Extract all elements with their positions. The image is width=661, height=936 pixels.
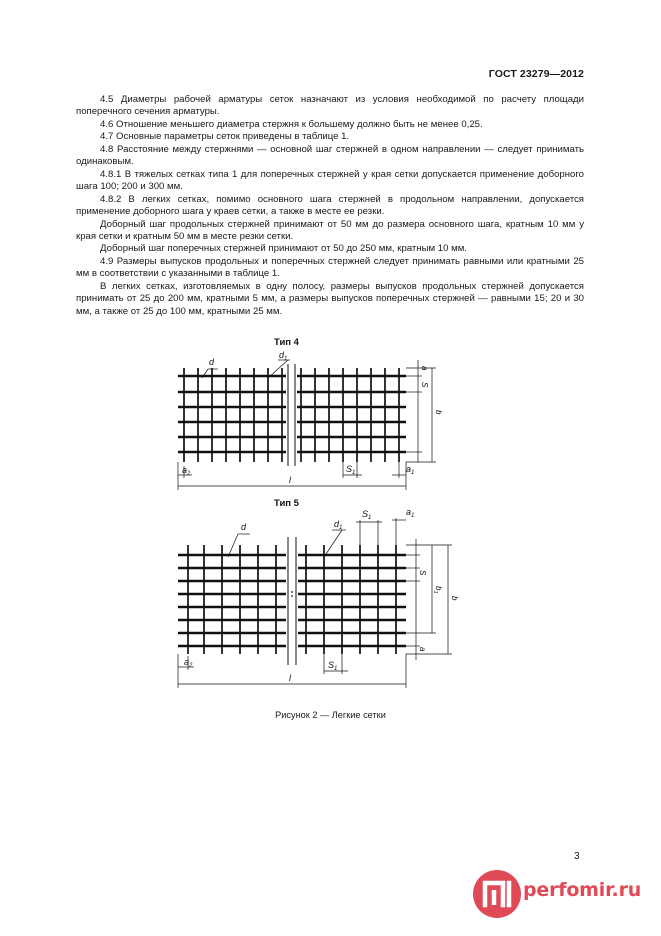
page-number: 3 [574, 851, 580, 862]
type4-label-d: d [209, 357, 215, 367]
watermark-text: perfomir.ru [523, 879, 642, 901]
watermark-logo [472, 868, 661, 920]
type4-label-s: S [420, 382, 429, 388]
paragraph: 4.6 Отношение меньшего диаметра стержня к большему должно быть не менее 0,25. [100, 118, 483, 130]
paragraph: Доборный шаг продольных стержней принимают от 50 мм до размера основного шага, кратным 10 мм у края сетки и кратным 50 мм в месте резки сетки. [76, 218, 584, 242]
figure-light-meshes [170, 334, 470, 694]
type5-right-dimensions [406, 539, 452, 660]
type4-title: Тип 4 [274, 337, 299, 348]
type5-break-mark [286, 537, 298, 665]
type5-label-b: b [450, 596, 459, 601]
paragraph: 4.7 Основные параметры сеток приведены в таблице 1. [100, 131, 350, 143]
type5-label-l: l [289, 673, 291, 683]
type4-bottom-dimensions [178, 462, 406, 490]
figure-caption: Рисунок 2 — Легкие сетки [275, 710, 386, 720]
paragraph: 4.9 Размеры выпусков продольных и поперечных стержней следует принимать равными или кратными 25 мм в соответствии с указанными в таблице 1. [76, 255, 584, 280]
standard-number: ГОСТ 23279—2012 [488, 68, 584, 80]
type5-title: Тип 5 [274, 498, 299, 509]
paragraph: 4.8.1 В тяжелых сетках типа 1 для поперечных стержней у края сетки допускается применение доборного шага 100; 200 и 300 мм. [76, 168, 584, 193]
type5-label-b1: $b_1$ [432, 586, 443, 594]
type5-label-s1-top: $S_1$ [362, 509, 372, 521]
type5-label-s: S [418, 570, 427, 576]
paragraph: 4.8 Расстояние между стержнями — основной шаг стержней в одном направлении — следует принимать одинаковым. [76, 143, 584, 168]
type5-label-s1: $S_1$ [328, 660, 338, 672]
type4-break-mark [286, 364, 297, 466]
type5-label-a2: $a_2$ [184, 657, 193, 669]
type4-label-b: b [434, 410, 443, 415]
type4-label-l: l [289, 475, 291, 485]
type4-diagram [178, 337, 443, 490]
paragraph: В легких сетках, изготовляемых в одну полосу, размеры выпусков продольных стержней допускается принимать от 25 до 200 мм, кратными 5 мм, а размеры выпусков поперечных стержней — равными 15; 20 и 30 мм, а также от 25 до 100 мм, кратными 25 мм. [76, 280, 584, 317]
perfomir-logo-icon [472, 868, 522, 920]
paragraph: Доборный шаг поперечных стержней принимают от 50 до 250 мм, кратным 10 мм. [100, 243, 467, 255]
type5-label-d: d [241, 522, 247, 532]
paragraph: 4.8.2 В легких сетках, помимо основного шага стержней в продольном направлении, допускается применение доборного шага у краев сетки, а также в месте ее резки. [76, 193, 584, 218]
body-text [76, 94, 584, 318]
type4-label-a1: $a_1$ [406, 464, 415, 476]
type5-leaders [228, 518, 406, 557]
type4-label-s1: $S_1$ [346, 464, 356, 476]
type5-label-a: a [418, 647, 427, 652]
type5-diagram [178, 498, 459, 688]
type5-label-a1-top: $a_1$ [406, 507, 415, 519]
type4-right-dimensions [406, 360, 436, 462]
type4-label-a: a [420, 366, 429, 371]
type4-label-d1: $d_1$ [279, 350, 288, 362]
paragraph: 4.5 Диаметры рабочей арматуры сеток назначают из условия необходимой по расчету площади поперечного сечения арматуры. [76, 94, 584, 118]
type5-label-d1: $d_1$ [334, 519, 343, 531]
type4-label-a2: $a_2$ [182, 465, 191, 477]
